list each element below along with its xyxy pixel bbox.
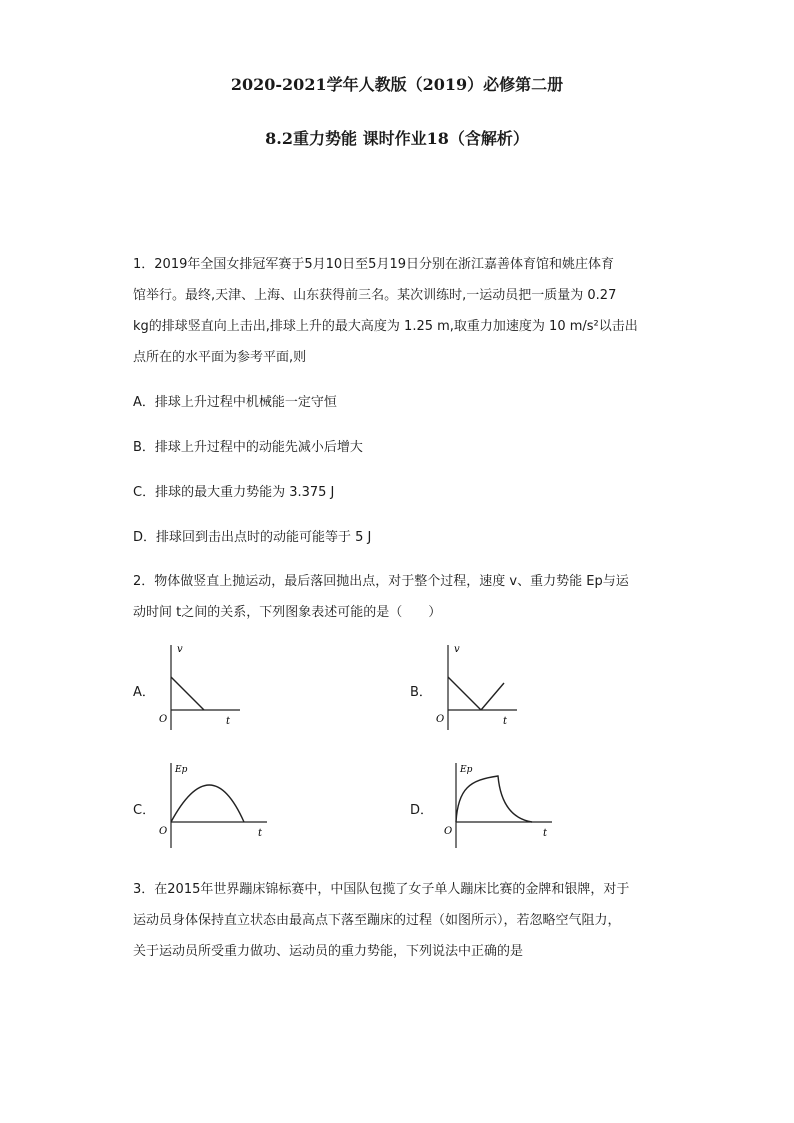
- question-2-option-a-label: A．: [133, 685, 155, 700]
- origin-label: O: [159, 714, 168, 725]
- question-2-option-b-label: B．: [410, 685, 432, 700]
- graph-a: [155, 640, 245, 735]
- document-title-line1: 2020-2021学年人教版（2019）必修第二册: [230, 75, 564, 94]
- origin-label: O: [444, 826, 453, 837]
- velocity-line: [171, 677, 204, 710]
- question-1-line: kg的排球竖直向上击出,排球上升的最大高度为 1.25 m,取重力加速度为 10 m/s²以击出: [133, 319, 638, 334]
- ep-curve: [171, 785, 244, 822]
- t-axis-label: t: [503, 716, 508, 727]
- t-axis-label: t: [258, 828, 263, 839]
- question-1-line: 1．2019年全国女排冠军赛于5月10日至5月19日分别在浙江嘉善体育馆和姚庄体育: [133, 257, 614, 272]
- question-3-line: 运动员身体保持直立状态由最高点下落至蹦床的过程（如图所示），若忽略空气阻力，: [133, 913, 621, 928]
- question-1-option-c: C．排球的最大重力势能为 3.375 J: [133, 485, 335, 500]
- ep-axis-label: Ep: [460, 765, 473, 775]
- graph-d: [440, 758, 555, 850]
- question-1-line: 点所在的水平面为参考平面,则: [133, 350, 307, 365]
- graph-c: [155, 758, 270, 850]
- origin-label: O: [159, 826, 168, 837]
- question-1-line: 馆举行。最终,天津、上海、山东获得前三名。某次训练时,一运动员把一质量为 0.27: [133, 288, 617, 303]
- velocity-line-up: [481, 683, 504, 710]
- graph-b: [432, 640, 522, 735]
- t-axis-label: t: [543, 828, 548, 839]
- question-2-option-d-label: D．: [410, 803, 434, 818]
- ep-axis-label: Ep: [175, 765, 188, 775]
- v-axis-label: v: [177, 644, 183, 655]
- question-2-line: 2．物体做竖直上抛运动，最后落回抛出点，对于整个过程，速度 v、重力势能 Ep与运: [133, 574, 629, 589]
- ep-curve: [456, 776, 532, 822]
- velocity-line-down: [448, 677, 481, 710]
- t-axis-label: t: [226, 716, 231, 727]
- document-title-line2: 8.2重力势能 课时作业18（含解析）: [265, 129, 529, 148]
- question-1-option-b: B．排球上升过程中的动能先减小后增大: [133, 440, 363, 455]
- origin-label: O: [436, 714, 445, 725]
- v-axis-label: v: [454, 644, 460, 655]
- question-1-option-a: A．排球上升过程中机械能一定守恒: [133, 395, 337, 410]
- question-3-line: 3．在2015年世界蹦床锦标赛中，中国队包揽了女子单人蹦床比赛的金牌和银牌，对于: [133, 882, 630, 897]
- question-1-option-d: D．排球回到击出点时的动能可能等于 5 J: [133, 530, 372, 545]
- question-3-line: 关于运动员所受重力做功、运动员的重力势能，下列说法中正确的是: [133, 944, 524, 959]
- question-2-option-c-label: C．: [133, 803, 156, 818]
- question-2-line: 动时间 t之间的关系，下列图象表述可能的是（ ）: [133, 605, 442, 620]
